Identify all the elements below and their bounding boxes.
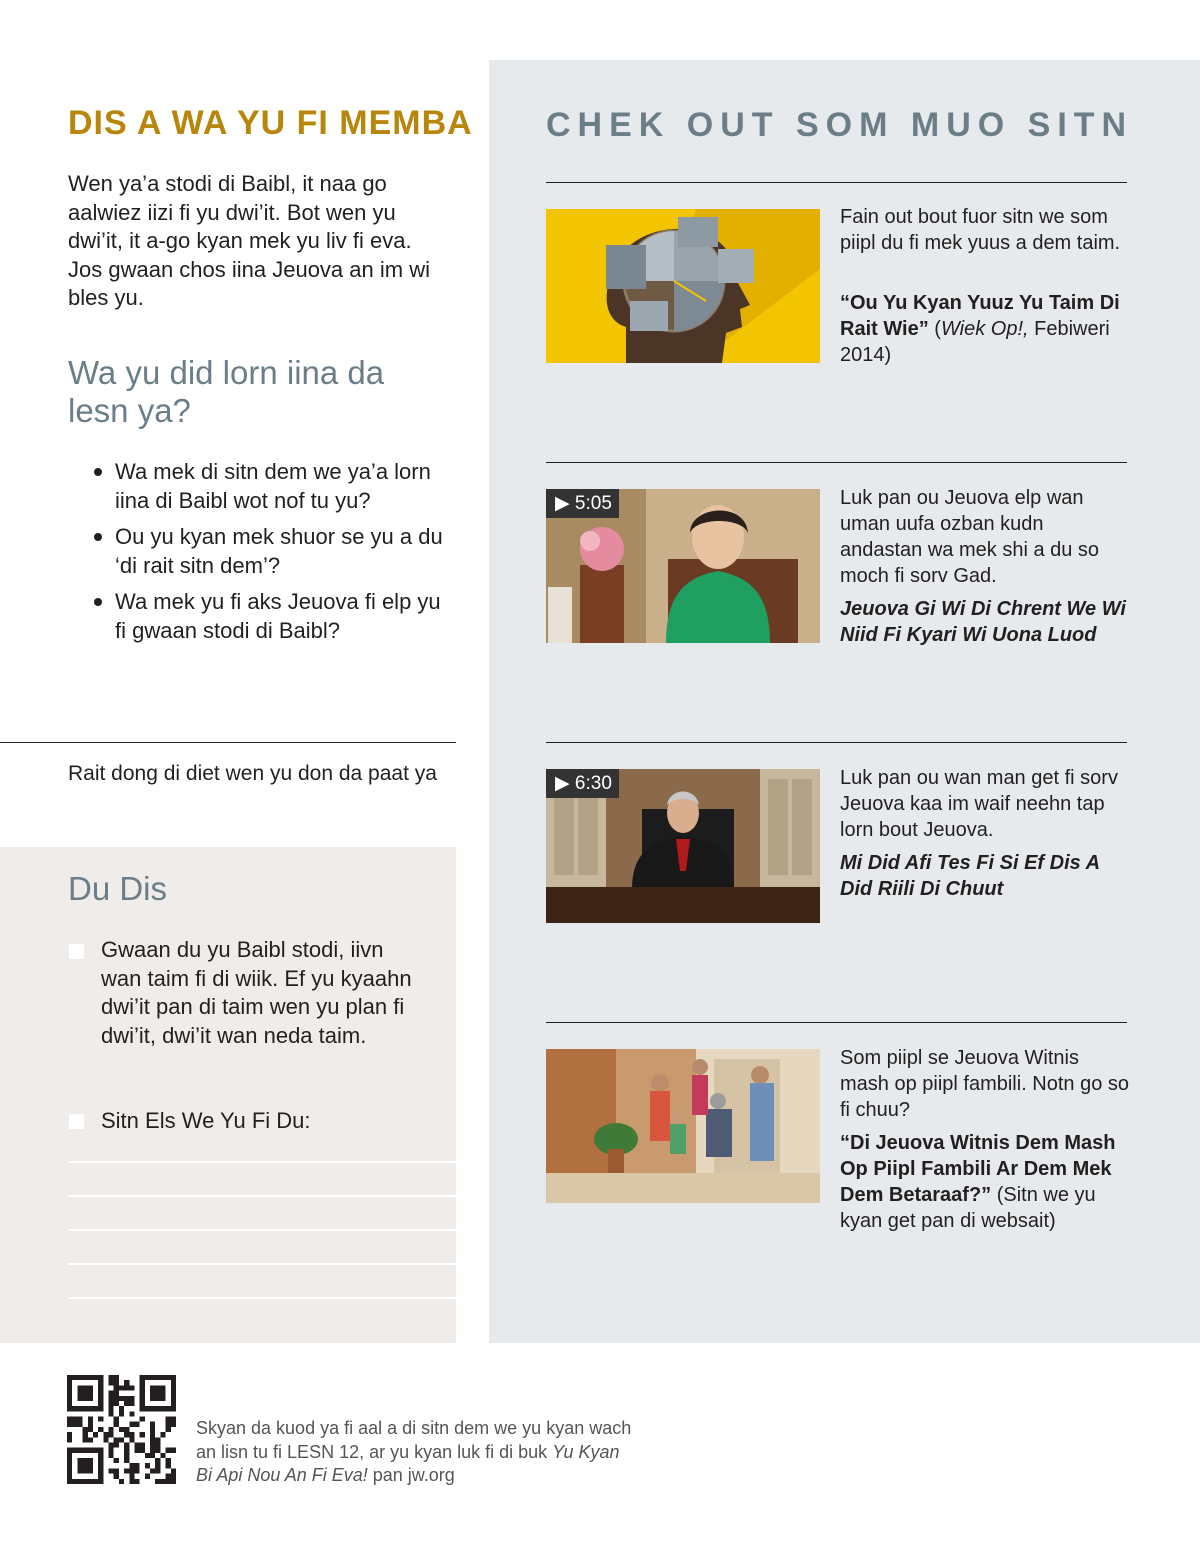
card-divider — [546, 462, 1127, 463]
write-in-line[interactable] — [68, 1161, 456, 1163]
card-title[interactable] — [840, 290, 1130, 368]
date-instruction: Rait dong di diet wen yu don da paat ya — [68, 762, 437, 785]
video-thumbnail[interactable] — [546, 769, 820, 923]
qr-code[interactable] — [67, 1375, 176, 1484]
question-item: Wa mek yu fi aks Jeuova fi elp yu fi gwaan stodi di Baibl? — [92, 588, 452, 645]
card-description: Luk pan ou wan man get fi sorv Jeuova kaa im waif neehn tap lorn bout Jeuova. — [840, 767, 1118, 841]
qr-code-graphic — [67, 1375, 176, 1484]
question-item: Wa mek di sitn dem we ya’a lorn iina di Baibl wot nof tu yu? — [92, 458, 452, 515]
article-thumbnail[interactable] — [546, 209, 820, 363]
play-icon: ▶ — [555, 773, 570, 794]
task-study-text: Gwaan du yu Baibl stodi, iivn wan taim fi di wiik. Ef yu kyaahn dwi’it pan di taim wen yu plan fi dwi’it, dwi’it wan neda taim. — [101, 937, 412, 1048]
card-title[interactable] — [840, 596, 1130, 648]
write-in-line[interactable] — [68, 1297, 456, 1299]
article-title[interactable]: “Di Jeuova Witnis Dem Mash Op Piipl Fambili Ar Dem Mek Dem Betaraaf?” — [840, 1132, 1116, 1206]
video-duration: ▶ 6:30 — [546, 769, 619, 798]
footer-note: Skyan da kuod ya fi aal a di sitn dem we yu kyan wach an lisn tu fi LESN 12, ar yu kyan luk fi di buk Yu Kyan Bi Api Nou An Fi Eva! pan jw.org — [196, 1418, 632, 1485]
explore-more-heading: CHEK OUT SOM MUO SITN — [546, 106, 1134, 144]
card-divider — [546, 742, 1127, 743]
video-title[interactable]: Mi Did Afi Tes Fi Si Ef Dis A Did Riili Di Chuut — [840, 852, 1100, 900]
play-icon: ▶ — [555, 493, 570, 514]
review-questions — [92, 458, 452, 653]
video-thumbnail[interactable] — [546, 489, 820, 643]
card-divider — [546, 1022, 1127, 1023]
card-title[interactable] — [840, 850, 1100, 902]
video-duration: ▶ 5:05 — [546, 489, 619, 518]
source-date: Febiweri 2014) — [840, 318, 1110, 366]
family-greeting-image — [546, 1049, 820, 1203]
source-open: ( — [928, 318, 941, 340]
question-item: Ou yu kyan mek shuor se yu a du ‘di rait sitn dem’? — [92, 523, 452, 580]
source-magazine: Wiek Op!, — [940, 318, 1029, 340]
card-title[interactable] — [840, 1130, 1120, 1234]
date-line — [0, 742, 456, 743]
learned-heading: Wa yu did lorn iina da lesn ya? — [68, 354, 385, 429]
intro-paragraph: Wen ya’a stodi di Baibl, it naa go aalwiez iizi fi yu dwi’it. Bot wen yu dwi’it, it a-go kyan mek yu liv fi eva. Jos gwaan chos iina Jeuova an im wi bles yu. — [68, 171, 430, 310]
source-note: (Sitn we yu kyan get pan di websait) — [840, 1184, 1096, 1232]
card-description: Luk pan ou Jeuova elp wan uman uufa ozban kudn andastan wa mek shi a du so moch fi sorv Gad. — [840, 487, 1100, 587]
write-in-line[interactable] — [68, 1229, 456, 1231]
video-title[interactable]: Jeuova Gi Wi Di Chrent We Wi Niid Fi Kyari Wi Uona Luod — [840, 598, 1126, 646]
write-in-line[interactable] — [68, 1263, 456, 1265]
card-divider — [546, 182, 1127, 183]
task-checkbox[interactable] — [69, 944, 84, 959]
card-description: Fain out bout fuor sitn we som piipl du fi mek yuus a dem taim. — [840, 206, 1121, 254]
time-head-illustration — [546, 209, 820, 363]
book-title: Yu Kyan Bi Api Nou An Fi Eva! — [196, 1441, 620, 1485]
card-description: Som piipl se Jeuova Witnis mash op piipl fambili. Notn go so fi chuu? — [840, 1047, 1130, 1121]
write-in-line[interactable] — [68, 1195, 456, 1197]
article-title[interactable]: “Ou Yu Kyan Yuuz Yu Taim Di Rait Wie” — [840, 292, 1120, 340]
task-other-text: Sitn Els We Yu Fi Du: — [101, 1108, 311, 1133]
remember-heading: DIS A WA YU FI MEMBA — [68, 104, 473, 142]
do-this-heading: Du Dis — [68, 870, 168, 907]
do-this-panel — [0, 847, 456, 1343]
task-checkbox[interactable] — [69, 1114, 84, 1129]
article-thumbnail[interactable] — [546, 1049, 820, 1203]
